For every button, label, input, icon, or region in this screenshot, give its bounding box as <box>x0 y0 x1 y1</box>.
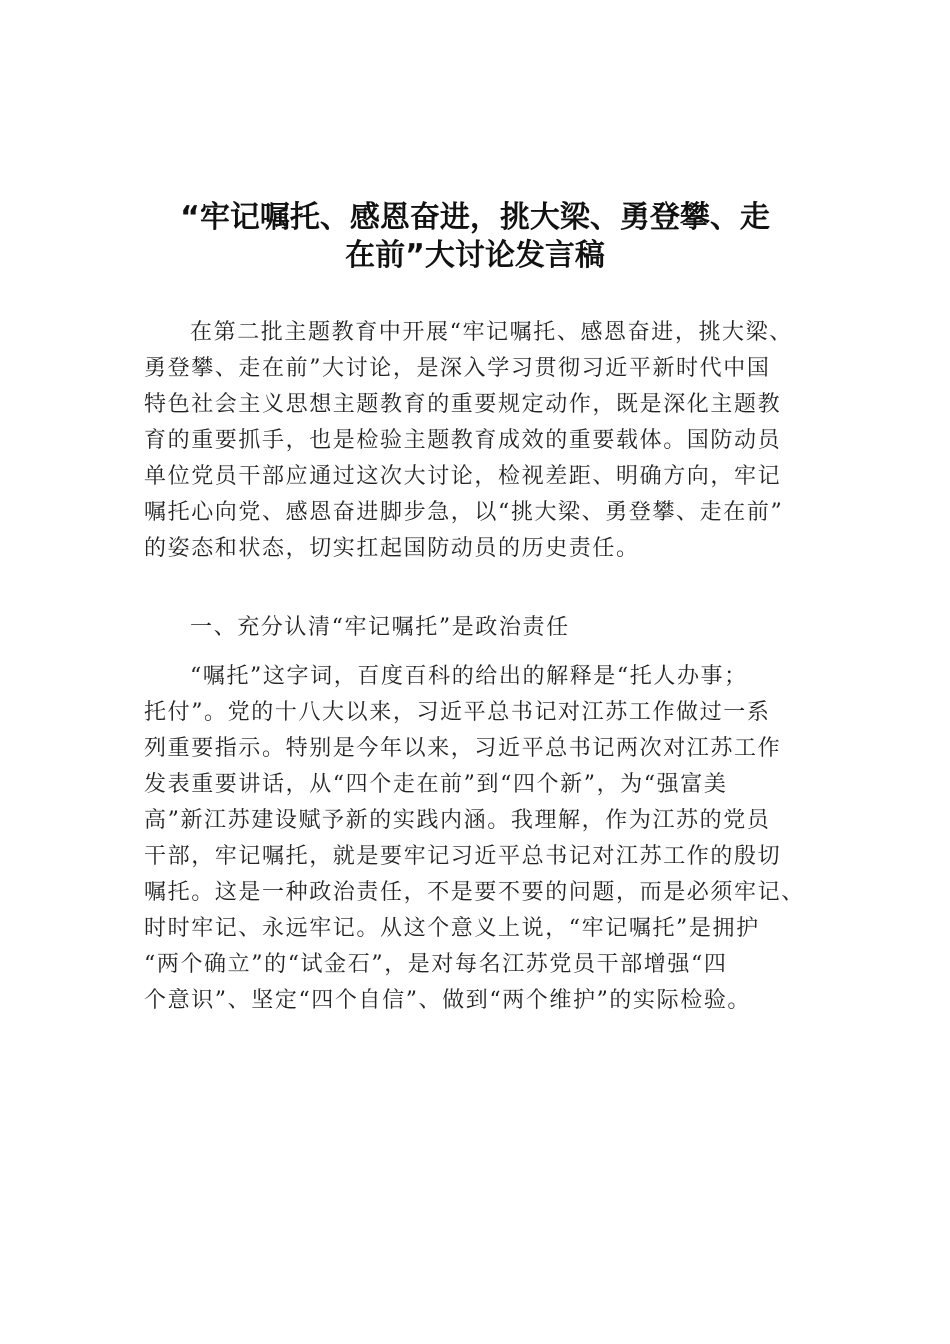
paragraph-line: 时时牢记、永远牢记。从这个意义上说，“牢记嘱托”是拥护 <box>144 916 760 941</box>
paragraph-line: 育的重要抓手，也是检验主题教育成效的重要载体。国防动员 <box>144 428 782 453</box>
paragraph-line: 干部，牢记嘱托，就是要牢记习近平总书记对江苏工作的殷切 <box>144 844 782 869</box>
paragraph-line: 列重要指示。特别是今年以来，习近平总书记两次对江苏工作 <box>144 736 782 761</box>
paragraph-line: “两个确立”的“试金石”，是对每名江苏党员干部增强“四 <box>144 952 728 977</box>
section-heading <box>144 610 834 646</box>
paragraph-line: 个意识”、坚定“四个自信”、做到“两个维护”的实际检验。 <box>144 988 752 1013</box>
intro-paragraph <box>144 315 834 567</box>
paragraph-line: 发表重要讲话，从“四个走在前”到“四个新”，为“强富美 <box>144 772 728 797</box>
paragraph-line: “嘱托”这字词，百度百科的给出的解释是“托人办事； <box>190 664 748 689</box>
section-heading-text: 一、充分认清“牢记嘱托”是政治责任 <box>190 615 570 640</box>
title-line-2: 在前”大讨论发言稿 <box>345 238 605 273</box>
paragraph-line: 的姿态和状态，切实扛起国防动员的历史责任。 <box>144 536 640 561</box>
paragraph-line: 高”新江苏建设赋予新的实践内涵。我理解，作为江苏的党员 <box>144 808 771 833</box>
paragraph-line: 勇登攀、走在前”大讨论，是深入学习贯彻习近平新时代中国 <box>144 356 771 381</box>
paragraph-line: 嘱托心向党、感恩奋进脚步急，以“挑大梁、勇登攀、走在前” <box>144 500 784 525</box>
paragraph-line: 托付”。党的十八大以来，习近平总书记对江苏工作做过一系 <box>144 700 771 725</box>
section-paragraph <box>144 659 834 1019</box>
paragraph-line: 特色社会主义思想主题教育的重要规定动作，既是深化主题教 <box>144 392 782 417</box>
document-title <box>120 199 830 275</box>
paragraph-line: 嘱托。这是一种政治责任，不是要不要的问题，而是必须牢记、 <box>144 880 805 905</box>
paragraph-line: 在第二批主题教育中开展“牢记嘱托、感恩奋进，挑大梁、 <box>190 320 793 345</box>
paragraph-line: 单位党员干部应通过这次大讨论，检视差距、明确方向，牢记 <box>144 464 782 489</box>
title-line-1: “牢记嘱托、感恩奋进，挑大梁、勇登攀、走 <box>180 200 770 235</box>
